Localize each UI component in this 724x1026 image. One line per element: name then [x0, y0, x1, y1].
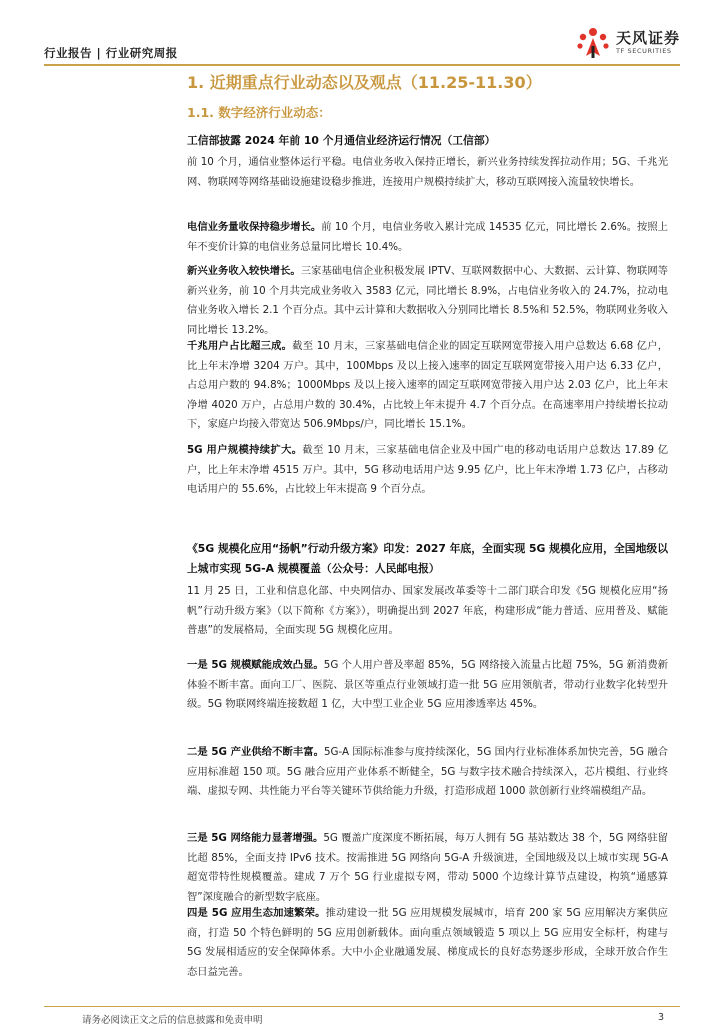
paragraph-lead: 二是 5G 产业供给不断丰富。 [187, 746, 324, 758]
paragraph-text: 推动建设一批 5G 应用规模发展城市，培育 200 家 5G 应用解决方案供应商，打造 50 个特色鲜明的 5G 应用创新载体。面向重点领域锻造 5 项以上 5G 应用安全标杆，构建与 5G 发展相适应的安全保障体系。大中小企业融通发展、梯度成长的良好态势逐步形成，全球开放合作生态日益完善。 [187, 907, 668, 978]
tf-logo-icon [574, 26, 612, 60]
paragraph-text: 截至 10 月末，三家基础电信企业及中国广电的移动电话用户总数达 17.89 亿户，比上年末净增 4515 万户。其中，5G 移动电话用户达 9.95 亿户，比上年末净增 1.73 亿户，占移动电话用户的 55.6%，占比较上年末提高 9 个百分点。 [187, 444, 669, 495]
news-title-2: 《5G 规模化应用“扬帆”行动升级方案》印发：2027 年底，全面实现 5G 规模化应用，全国地级以上城市实现 5G-A 规模覆盖（公众号：人民邮电报） [187, 542, 668, 575]
paragraph-lead: 一是 5G 规模赋能成效凸显。 [187, 659, 324, 671]
paragraph-5g-users [187, 441, 668, 500]
paragraph-text: 5G-A 国际标准参与度持续深化，5G 国内行业标准体系加快完善，5G 融合应用标准超 150 项。5G 融合应用产业体系不断健全，5G 与数字技术融合持续深入，芯片模组、行业终端、虚拟专网、共性能力平台等关键环节供给能力升级，打造形成超 1000 款创新行业终端模组产品。 [187, 746, 668, 797]
subsection-heading: 1.1. 数字经济行业动态： [187, 105, 331, 120]
header-divider [44, 64, 680, 66]
paragraph-text: 截至 10 月末，三家基础电信企业的固定互联网宽带接入用户总数达 6.68 亿户，比上年末净增 3204 万户。其中，100Mbps 及以上接入速率的固定互联网宽带接入用户达 6.33 亿户，占总用户数的 94.8%；1000Mbps 及以上接入速率的固定互联网宽带接入用户达 2.03 亿户，比上年末净增 4020 万户，占总用户数的 30.4%，占比较上年末提升 4.7 个百分点。在高速率用户持续增长拉动下，家庭户均接入带宽达 506.9Mbps/户，同比增长 15.1%。 [187, 340, 669, 430]
logo-name: 天风证券 [615, 29, 680, 48]
company-logo [574, 26, 680, 60]
paragraph-text: 5G 个人用户普及率超 85%，5G 网络接入流量占比超 75%，5G 新消费新体验不断丰富。面向工厂、医院、景区等重点行业领域打造一批 5G 应用领航者，带动行业数字化转型升级。5G 物联网终端连接数超 1 亿，大中型工业企业 5G 应用渗透率达 45%。 [187, 659, 668, 710]
paragraph-point-3 [187, 829, 668, 907]
paragraph-lead: 新兴业务收入较快增长。 [187, 265, 301, 277]
paragraph-intro-2 [187, 582, 668, 641]
paragraph-intro-1 [187, 153, 668, 192]
paragraph-point-1 [187, 656, 668, 715]
page-number: 3 [657, 1012, 664, 1023]
paragraph-telecom-revenue [187, 218, 668, 257]
section-heading: 1. 近期重点行业动态以及观点（11.25-11.30） [187, 73, 542, 92]
footer-disclaimer: 请务必阅读正文之后的信息披露和免责申明 [82, 1015, 263, 1026]
logo-subtitle: TF SECURITIES [615, 47, 672, 56]
paragraph-lead: 5G 用户规模持续扩大。 [187, 444, 303, 456]
paragraph-text: 5G 覆盖广度深度不断拓展，每万人拥有 5G 基站数达 38 个，5G 网络驻留比超 85%，全面支持 IPv6 技术。按需推进 5G 网络向 5G-A 升级演进，全国地级及以上城市实现 5G-A 超宽带特性规模覆盖。建成 7 万个 5G 行业虚拟专网，带动 5000 个边缘计算节点建设，构筑“通感算智”深度融合的新型数字底座。 [187, 832, 668, 903]
paragraph-point-4 [187, 904, 668, 982]
paragraph-emerging-business [187, 262, 668, 340]
paragraph-text: 11 月 25 日，工业和信息化部、中央网信办、国家发展改革委等十二部门联合印发《5G 规模化应用“扬帆”行动升级方案》（以下简称《方案》），明确提出到 2027 年底，构建形成“能力普适、应用普及、赋能普惠”的发展格局，全面实现 5G 规模化应用。 [187, 585, 668, 636]
report-category: 行业报告 | 行业研究周报 [44, 46, 178, 60]
paragraph-text: 前 10 个月，通信业整体运行平稳。电信业务收入保持正增长，新兴业务持续发挥拉动作用；5G、千兆光网、物联网等网络基础设施建设稳步推进，连接用户规模持续扩大，移动互联网接入流量较快增长。 [187, 156, 668, 188]
news-title-1: 工信部披露 2024 年前 10 个月通信业经济运行情况（工信部） [187, 134, 496, 147]
paragraph-text: 前 10 个月，电信业务收入累计完成 14535 亿元，同比增长 2.6%。按照上年不变价计算的电信业务总量同比增长 10.4%。 [187, 221, 668, 253]
paragraph-lead: 电信业务量收保持稳步增长。 [187, 221, 322, 233]
paragraph-lead: 千兆用户占比超三成。 [187, 340, 293, 352]
paragraph-lead: 四是 5G 应用生态加速繁荣。 [187, 907, 326, 919]
footer-divider [44, 1006, 680, 1007]
paragraph-gigabit-users [187, 337, 668, 435]
paragraph-lead: 三是 5G 网络能力显著增强。 [187, 832, 324, 844]
paragraph-text: 三家基础电信企业积极发展 IPTV、互联网数据中心、大数据、云计算、物联网等新兴业务，前 10 个月共完成业务收入 3583 亿元，同比增长 8.9%，占电信业务收入的 24.7%，拉动电信业务收入增长 2.1 个百分点。其中云计算和大数据收入分别同比增长 8.5%和 52.5%，物联网业务收入同比增长 13.2%。 [187, 265, 668, 336]
paragraph-point-2 [187, 743, 668, 802]
